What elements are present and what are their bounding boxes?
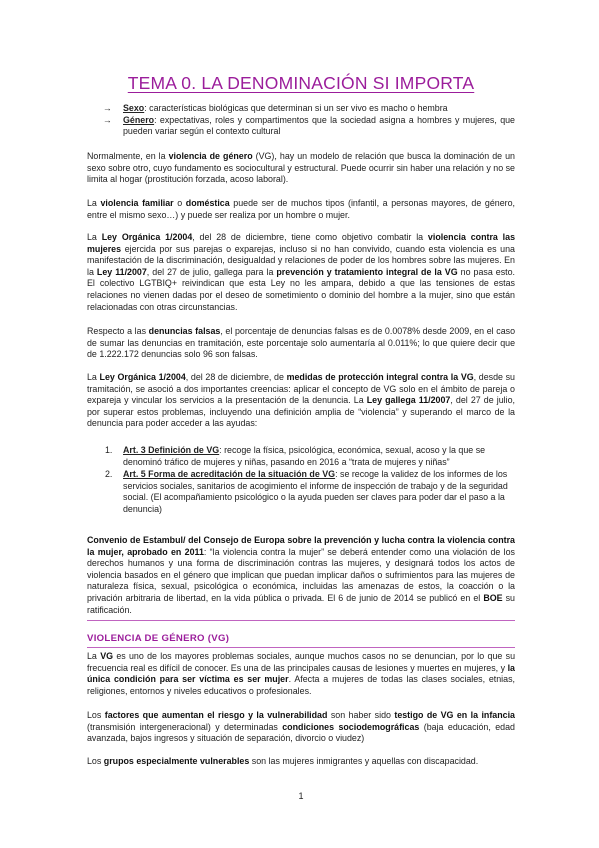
page-number: 1 bbox=[298, 791, 304, 801]
paragraph-denuncias-falsas: Respecto a las denuncias falsas, el porcentaje de denuncias falsas es de 0.0078% desde 2009, en el caso de sumar las denuncias en tramitación, este porcentaje solo aumentaría al 0.011%; lo que quiere decir que de 1.222.172 denuncias solo 96 son falsas. bbox=[87, 326, 515, 360]
term-genero: Género bbox=[123, 114, 155, 125]
paragraph-violencia-genero: Normalmente, en la violencia de género (VG), hay un modelo de relación que busca la dominación de un sexo sobre otro, cuyo fundamento es sociocultural y estructural. Puede ocurrir sin haber una relación y no se limita al hogar (prostitución forzada, acoso laboral). bbox=[87, 151, 515, 185]
arrow-icon: → bbox=[103, 114, 112, 125]
definition-list bbox=[103, 103, 515, 138]
definition-text: : expectativas, roles y compartimentos que la sociedad asigna a hombres y mujeres, que pueden variar según el contexto cultural bbox=[123, 114, 515, 136]
definition-item-genero bbox=[103, 115, 515, 138]
articles-list bbox=[105, 445, 515, 517]
paragraph-grupos-vulnerables: Los grupos especialmente vulnerables son las mujeres inmigrantes y aquellas con discapacidad. bbox=[87, 756, 479, 766]
article-5-term: Art. 5 Forma de acreditación de la situación de VG bbox=[123, 469, 336, 480]
section-heading: VIOLENCIA DE GÉNERO (VG) bbox=[87, 633, 230, 644]
paragraph-convenio-estambul: Convenio de Estambul/ del Consejo de Europa sobre la prevención y lucha contra la violencia contra la mujer, aprobado en 2011: “la violencia contra la mujer” se deberá entender como una violación de los derechos humanos y una forma de discriminación contras las mujeres, y designará todos los actos de violencia basados en el género que implican que puedan implicar daños o sufrimientos para las mujeres de naturaleza física, sexual, psicológica o económica, incluidas las amenazas de estos, la coacción o la privación arbitraria de libertad, en la vida pública o privada. El 6 de junio de 2014 se publicó en el BOE su ratificación. bbox=[87, 535, 515, 615]
section-divider bbox=[87, 620, 515, 621]
paragraph-violencia-familiar: La violencia familiar o doméstica puede ser de muchos tipos (infantil, a personas mayores, de género, entre el mismo sexo…) y puede ser realiza por un hombre o mujer. bbox=[87, 198, 515, 220]
definition-text: : características biológicas que determinan si un ser vivo es macho o hembra bbox=[144, 103, 448, 113]
arrow-icon: → bbox=[103, 103, 112, 113]
paragraph-ley-organica: La Ley Orgánica 1/2004, del 28 de diciembre, tiene como objetivo combatir la violencia contra las mujeres ejercida por sus parejas o exparejas, incluso si no han convivido, cuando esta violencia es una manifestación de la discriminación, desigualdad y relaciones de poder de los hombres sobre las mujeres. En la Ley 11/2007, del 27 de julio, gallega para la prevención y tratamiento integral de la VG no pasa esto. El colectivo LGTBIQ+ reivindican que esta Ley no les ampara, debido a que las tensiones de estas relaciones no vienen dadas por el deseo de sometimiento o dominio del hombre a la mujer, sino que están relacionadas con otras circunstancias. bbox=[87, 232, 516, 312]
section-divider bbox=[87, 647, 515, 648]
definition-item-sexo bbox=[103, 103, 515, 115]
paragraph-vg-problema: La VG es uno de los mayores problemas sociales, aunque muchos casos no se denuncian, por lo que su frecuencia real es difícil de conocer. Es una de las principales causas de lesiones y muertes en mujeres, y la única condición para ser víctima es ser mujer. Afecta a mujeres de todas las clases sociales, etnias, religiones, entornos y niveles educativos o profesionales. bbox=[87, 651, 516, 696]
list-item: 2. Art. 5 Forma de acreditación de la situación de VG: se recoge la validez de los informes de los servicios sociales, sanitarios de acogimiento el informe de inspección de trabajo y de la seguridad social. (El acompañamiento psicológico o la ayuda pueden ser claves para poder dar el paso a la denuncia) bbox=[105, 469, 508, 514]
paragraph-factores-riesgo: Los factores que aumentan el riesgo y la vulnerabilidad son haber sido testigo de VG en la infancia (transmisión intergeneracional) y determinadas condiciones sociodemográficas (baja educación, edad avanzada, bajos ingresos y situación de separación, divorcio o viudez) bbox=[87, 710, 515, 744]
list-item: 1. Art. 3 Definición de VG: recoge la física, psicológica, económica, sexual, acoso y la que se denominó tráfico de mujeres y niñas, pasando en 2016 a “trata de mujeres y niñas” bbox=[105, 445, 486, 467]
term-sexo: Sexo bbox=[123, 103, 145, 113]
paragraph-ley-gallega: La Ley Orgánica 1/2004, del 28 de diciembre, de medidas de protección integral contra la VG, desde su tramitación, se asoció a dos importantes creencias: aplicar el concepto de VG solo en el ámbito de pareja o expareja y vincular los servicios a la presentación de la denuncia. La Ley gallega 11/2007, del 27 de julio, por superar estos problemas, incluyendo una definición amplia de “violencia” y superando el marco de la denuncia para poder acceder a las ayudas: bbox=[87, 372, 515, 429]
page-title: TEMA 0. LA DENOMINACIÓN SI IMPORTA bbox=[127, 73, 475, 93]
article-3-term: Art. 3 Definición de VG bbox=[123, 445, 220, 455]
